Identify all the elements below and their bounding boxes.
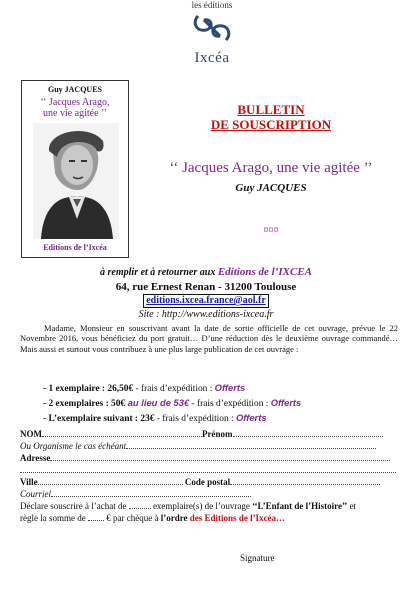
regle-text-2: € par chèque à [106, 513, 159, 523]
form-row-nom [20, 428, 398, 439]
street-address: 64, rue Ernest Renan - 31200 Toulouse [115, 281, 297, 293]
offer-free: Offerts [270, 397, 302, 408]
return-instruction [0, 265, 412, 280]
form-row-adresse [20, 452, 398, 463]
ville-label: Ville [20, 477, 38, 487]
prenom-field[interactable] [233, 428, 383, 437]
offer-rest: - frais d’expédition : [189, 399, 271, 409]
book-cover [21, 80, 129, 258]
ordre-editions: des Editions de l’Ixcéa… [189, 513, 286, 523]
organisme-label: Ou Organisme le cas échéant [20, 441, 127, 451]
separator-stars: ¤¤¤ [263, 225, 279, 236]
intro-paragraph: Madame, Monsieur en souscrivant avant la date de sortie officielle de cet ouvrage, prévue le 22 Novembre 2016, vous bénéficiez du port gratuit… D’une réduction dès le deuxième ouvrage commandé… Mais aussi et surtout vous contribuez à une plus large publication de cet ouvrage : [20, 323, 398, 354]
logo-wordmark: Ixcéa [194, 50, 230, 66]
courriel-field[interactable] [51, 488, 251, 497]
adresse-label: Adresse [20, 453, 51, 463]
logo-emblem-icon [190, 10, 234, 46]
declare-text-1: Déclare souscrire à l’achat de [20, 501, 127, 511]
prenom-label: Prénom [202, 429, 233, 439]
offer-instead: au lieu de 53€ [125, 397, 190, 408]
cover-author: Guy JACQUES [47, 85, 102, 94]
code-postal-label: Code postal [184, 477, 231, 487]
website-link[interactable]: Site : http://www.editions-ixcea.fr [138, 309, 274, 320]
offer-row [43, 411, 301, 426]
address-block [0, 265, 412, 321]
return-prefix: à remplir et à retourner aux [100, 267, 218, 278]
book-author: Guy JACQUES [235, 182, 307, 194]
offer-rest: - frais d’expédition : [133, 384, 215, 394]
form-row-declare [20, 500, 398, 511]
email-link[interactable]: editions.ixcea.france@aol.fr [143, 294, 269, 308]
offer-main: - 1 exemplaire : 26,50€ [43, 384, 134, 394]
offer-row [43, 381, 301, 396]
logo-top-text: les éditions [191, 0, 233, 10]
amount-field[interactable] [88, 512, 104, 521]
bulletin-line1: BULLETIN [237, 102, 305, 117]
quantity-field[interactable] [129, 500, 151, 509]
ouvrage-title: ‘‘L’Enfant de l’Histoire’’ [252, 501, 348, 511]
adresse-field-2[interactable] [20, 464, 396, 473]
regle-text-1: règle la somme de [20, 513, 86, 523]
offer-main: - 2 exemplaires : 50€ [43, 399, 126, 409]
bulletin-line2: DE SOUSCRIPTION [210, 117, 332, 132]
cover-title-line2: une vie agitée ’’ [43, 108, 107, 119]
publisher-logo [172, 0, 252, 70]
form-row-ville [20, 476, 398, 487]
form-row-regle [20, 512, 398, 523]
code-postal-field[interactable] [230, 476, 380, 485]
return-editions: Editions de l’IXCEA [217, 266, 312, 278]
nom-field[interactable] [42, 428, 202, 437]
price-offers [43, 381, 301, 426]
cover-title-line1: ‘‘ Jacques Arago, [40, 97, 110, 108]
ordre-text: l’ordre [160, 513, 188, 523]
bulletin-heading [140, 102, 402, 132]
courriel-label: Courriel [20, 489, 52, 499]
offer-row [43, 396, 301, 411]
signature-label: Signature [240, 553, 275, 563]
book-title: ‘‘ Jacques Arago, une vie agitée ’’ [169, 160, 373, 176]
cover-publisher: Editions de l’Ixcéa [43, 243, 107, 252]
nom-label: NOM [20, 429, 42, 439]
offer-rest: - frais d’expédition : [154, 414, 236, 424]
adresse-field[interactable] [50, 452, 390, 461]
offer-free: Offerts [214, 382, 246, 393]
cover-title [22, 97, 128, 119]
form-row-organisme [20, 440, 398, 451]
ville-field[interactable] [38, 476, 183, 485]
portrait-engraving [33, 123, 119, 239]
organisme-field[interactable] [126, 440, 376, 449]
offer-free: Offerts [235, 412, 267, 423]
form-row-adresse-2 [20, 464, 398, 475]
declare-text-3: et [349, 501, 357, 511]
offer-main: - L’exemplaire suivant : 23€ [43, 414, 155, 424]
declare-text-2: exemplaire(s) de l’ouvrage [152, 501, 250, 511]
form-row-courriel [20, 488, 398, 499]
